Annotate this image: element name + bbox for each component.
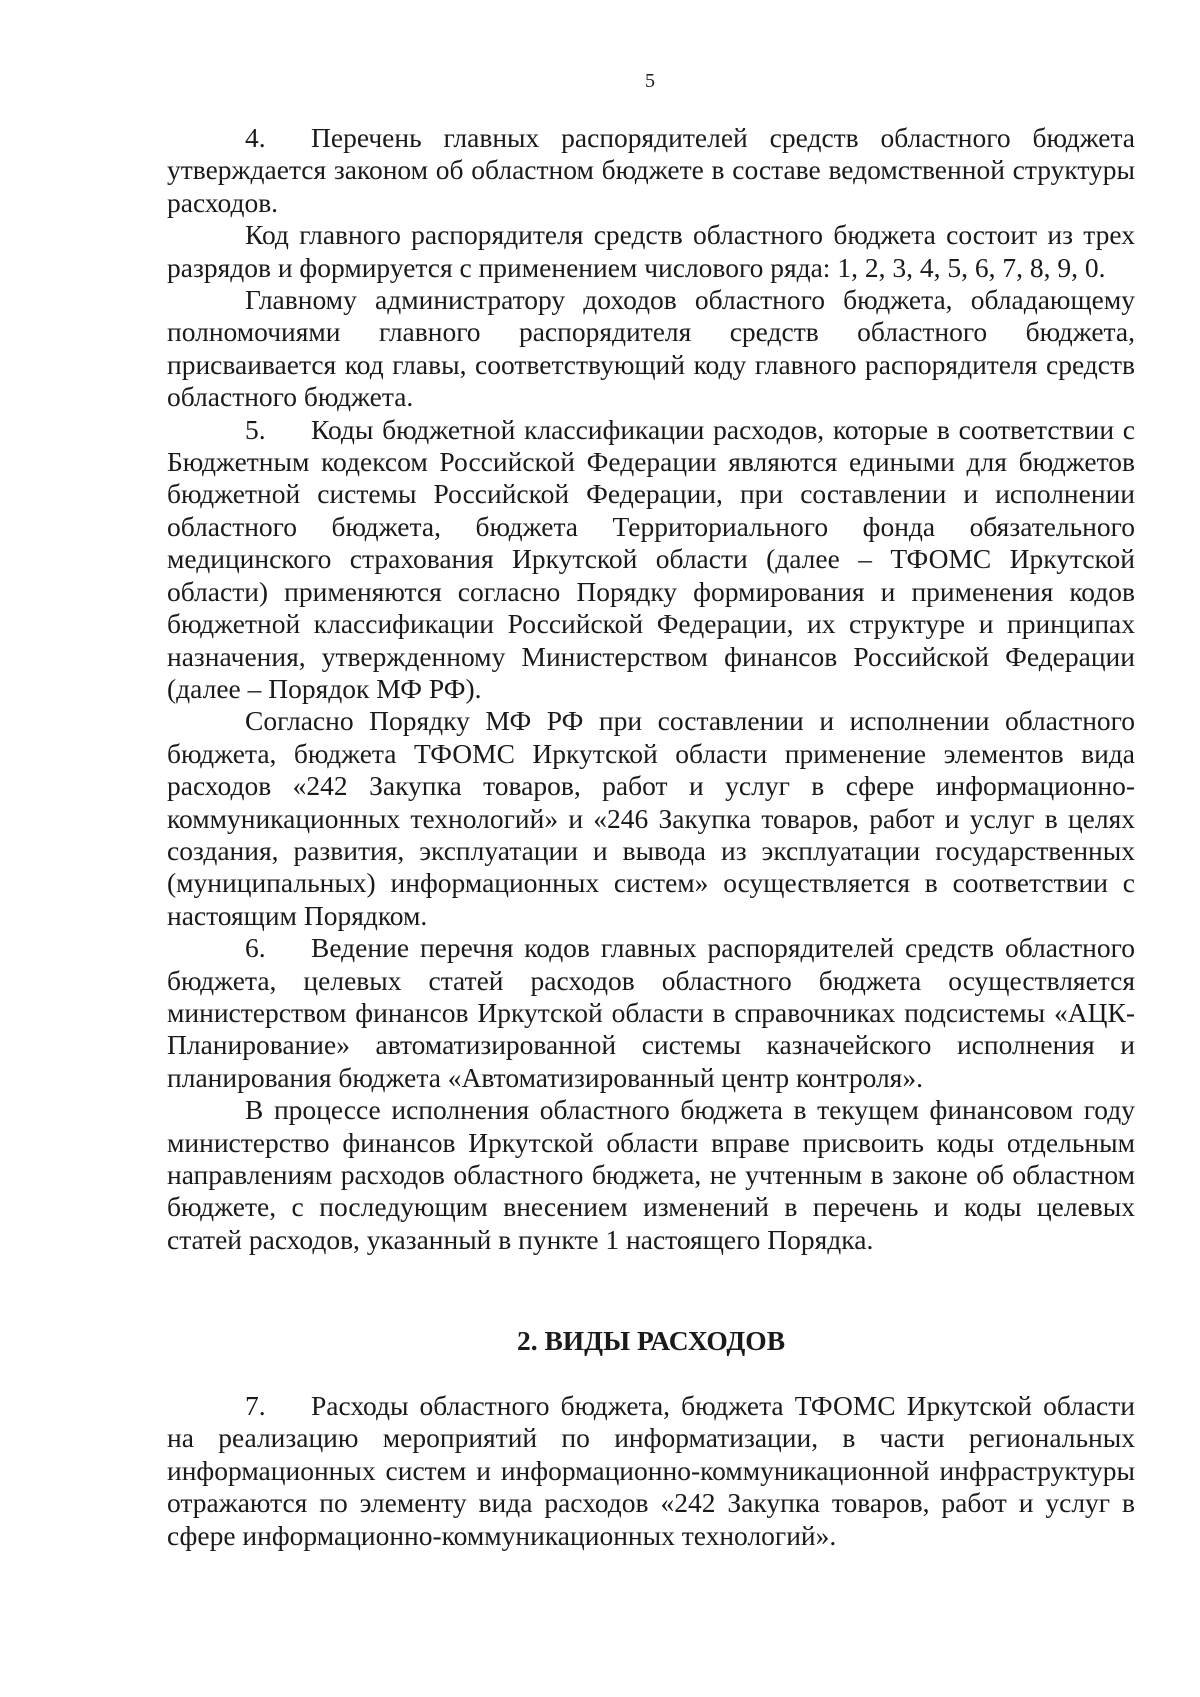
page-number: 5 [645, 70, 655, 92]
paragraph-number: 5. [245, 413, 266, 445]
body-text-after-section [167, 1390, 1135, 1552]
section-title: 2. ВИДЫ РАСХОДОВ [516, 1325, 786, 1356]
paragraph [167, 284, 1135, 414]
paragraph-text: Расходы областного бюджета, бюджета ТФОМС Иркутской области на реализацию мероприятий по информатизации, в части региональных информационных систем и информационно-коммуникационной инфраструктуры отражаются по элементу вида расходов «242 Закупка товаров, работ и услуг в сфере информационно-коммуникационных технологий». [167, 1390, 1135, 1551]
paragraph-item-6 [167, 932, 1135, 1094]
paragraph-number: 7. [245, 1390, 266, 1421]
paragraph-item-5 [167, 414, 1135, 706]
paragraph-text: Перечень главных распорядителей средств областного бюджета утверждается законом об областном бюджете в составе ведомственной структуры расходов. [167, 122, 1135, 218]
paragraph-text: Согласно Порядку МФ РФ при составлении и исполнении областного бюджета, бюджета ТФОМС Иркутской области применение элементов вида расходов «242 Закупка товаров, работ и услуг в сфере информационно-коммуникационных технологий» и «246 Закупка товаров, работ и услуг в целях создания, развития, эксплуатации и вывода из эксплуатации государственных (муниципальных) информационных систем» осуществляется в соответствии с настоящим Порядком. [167, 705, 1135, 931]
paragraph-number: 4. [245, 122, 266, 153]
paragraph-number: 6. [245, 932, 266, 964]
paragraph [167, 705, 1135, 932]
paragraph-text: Коды бюджетной классификации расходов, которые в соответствии с Бюджетным кодексом Российской Федерации являются едиными для бюджетов бюджетной системы Российской Федерации, при составлении и исполнении областного бюджета, бюджета Территориального фонда обязательного медицинского страхования Иркутской области (далее – ТФОМС Иркутской области) применяются согласно Порядку формирования и применения кодов бюджетной классификации Российской Федерации, их структуре и принципах назначения, утвержденному Министерством финансов Российской Федерации (далее – Порядок МФ РФ). [167, 413, 1135, 704]
paragraph-item-4 [167, 122, 1135, 219]
paragraph-text: В процессе исполнения областного бюджета в текущем финансовом году министерство финансов Иркутской области вправе присвоить коды отдельным направлениям расходов областного бюджета, не учтенным в законе об областном бюджете, с последующим внесением изменений в перечень и коды целевых статей расходов, указанный в пункте 1 настоящего Порядка. [167, 1094, 1135, 1255]
paragraph-text: Главному администратору доходов областного бюджета, обладающему полномочиями главного распорядителя средств областного бюджета, присваивается код главы, соответствующий коду главного распорядителя средств областного бюджета. [167, 284, 1135, 413]
paragraph-text: Код главного распорядителя средств областного бюджета состоит из трех разрядов и формируется с применением числового ряда: 1, 2, 3, 4, 5, 6, 7, 8, 9, 0. [167, 219, 1135, 283]
body-text-before-section [167, 122, 1135, 1256]
paragraph-text: Ведение перечня кодов главных распорядителей средств областного бюджета, целевых статей расходов областного бюджета осуществляется министерством финансов Иркутской области в справочниках подсистемы «АЦК-Планирование» автоматизированной системы казначейского исполнения и планирования бюджета «Автоматизированный центр контроля». [167, 932, 1135, 1093]
paragraph [167, 219, 1135, 284]
paragraph [167, 1094, 1135, 1256]
paragraph-item-7 [167, 1390, 1135, 1552]
